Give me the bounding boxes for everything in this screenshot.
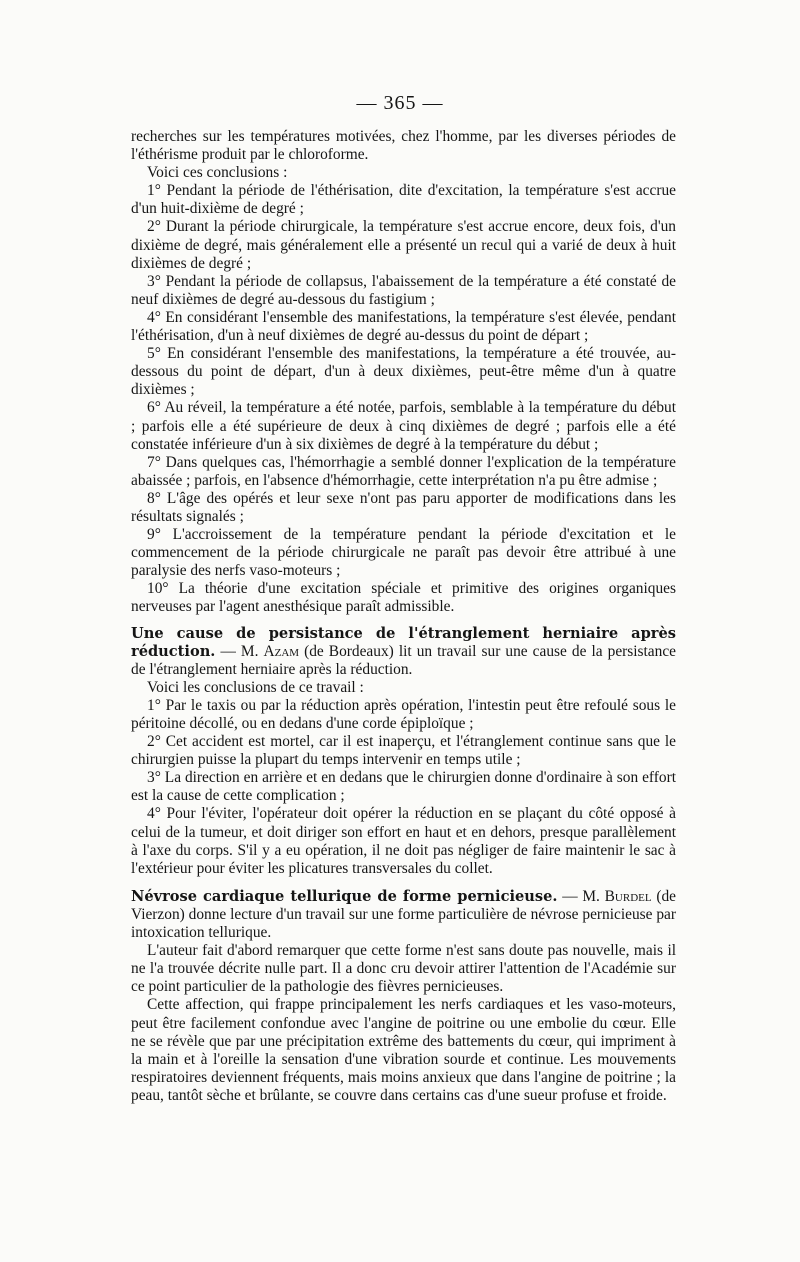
list-item: 4° En considérant l'ensemble des manifestations, la température s'est élevée, pendant l'éthérisation, d'un à neuf dixièmes de degré au-dessus du point de départ ; <box>131 308 676 345</box>
list-item: 4° Pour l'éviter, l'opérateur doit opérer la réduction en se plaçant du côté opposé à celui de la tumeur, et doit diriger son effort en haut et en dehors, presque parallèlement à l'axe du corps. S'il y a eu opération, il ne doit pas négliger de faire maintenir le sac à l'extérieur pour éviter les plicatures transversales du collet. <box>131 805 676 877</box>
list-item: 7° Dans quelques cas, l'hémorrhagie a semblé donner l'explication de la température abaissée ; parfois, en l'absence d'hémorrhagie, cette interprétation n'a pu être admise ; <box>131 453 676 489</box>
section-lead: — M. <box>215 642 264 660</box>
section-lead: — M. <box>557 887 605 905</box>
section-text: (de Bordeaux) lit un travail sur une cause de la persistance de l'étranglement herniaire après la réduction. <box>131 642 676 678</box>
author-name: Azam <box>263 642 300 660</box>
section-heading: Névrose cardiaque tellurique de forme pernicieuse. <box>131 887 558 905</box>
page-number: — 365 — <box>356 92 444 114</box>
list-item: 5° En considérant l'ensemble des manifestations, la température a été trouvée, au-dessous du point de départ, d'un à deux dixièmes, peut-être même d'un à quatre dixièmes ; <box>131 345 676 399</box>
list-item: 2° Durant la période chirurgicale, la température s'est accrue encore, deux fois, d'un dixième de degré, mais généralement elle a présenté un recul qui a varié de deux à huit dixièmes de degré ; <box>131 218 676 272</box>
list-item: 1° Pendant la période de l'éthérisation, dite d'excitation, la température s'est accrue d'un huit-dixième de degré ; <box>131 182 676 218</box>
paragraph: recherches sur les températures motivées, chez l'homme, par les diverses périodes de l'éthérisme produit par le chloroforme. <box>131 128 676 164</box>
list-item: 9° L'accroissement de la température pendant la période d'excitation et le commencement de la période chirurgicale ne paraît pas devoir être attribué à une paralysie des nerfs vaso-moteurs ; <box>131 526 676 580</box>
author-name: Burdel <box>604 887 652 905</box>
list-item: 3° La direction en arrière et en dedans que le chirurgien donne d'ordinaire à son effort est la cause de cette complication ; <box>131 769 676 805</box>
section-heading: Une cause de persistance de l'étranglement herniaire après réduction. <box>131 624 676 660</box>
list-item: 1° Par le taxis ou par la réduction après opération, l'intestin peut être refoulé sous le péritoine décollé, ou en dedans d'une corde épiploïque ; <box>131 696 676 732</box>
list-item: 3° Pendant la période de collapsus, l'abaissement de la température a été constaté de neuf dixièmes de degré au-dessous du fastigium ; <box>131 272 676 308</box>
section-paragraph-nevrose <box>131 888 676 942</box>
list-item: 6° Au réveil, la température a été notée, parfois, semblable à la température du début ; parfois elle a été supérieure de deux à cinq dixièmes de degré ; parfois elle a été constatée inférieure d'un à six dixièmes de degré à la température du début ; <box>131 399 676 453</box>
list-item: 10° La théorie d'une excitation spéciale et primitive des origines organiques nerveuses par l'agent anesthésique paraît admissible. <box>131 580 676 616</box>
paragraph: Voici les conclusions de ce travail : <box>147 678 364 696</box>
paragraph: Voici ces conclusions : <box>147 164 288 182</box>
paragraph: L'auteur fait d'abord remarquer que cette forme n'est sans doute pas nouvelle, mais il ne l'a trouvée décrite nulle part. Il a donc cru devoir attirer l'attention de l'Académie sur ce point particulier de la pathologie des fièvres pernicieuses. <box>131 942 676 996</box>
list-item: 2° Cet accident est mortel, car il est inaperçu, et l'étranglement continue sans que le chirurgien puisse la plupart du temps intervenir en temps utile ; <box>131 733 676 769</box>
list-item: 8° L'âge des opérés et leur sexe n'ont pas paru apporter de modifications dans les résultats signalés ; <box>131 489 676 525</box>
section-paragraph-hernia <box>131 625 676 679</box>
page-body <box>131 128 676 1105</box>
paragraph: Cette affection, qui frappe principalement les nerfs cardiaques et les vaso-moteurs, peut être facilement confondue avec l'angine de poitrine ou une embolie du cœur. Elle ne se révèle que par une précipitation extrême des battements du cœur, qui impriment à la main et à l'oreille la sensation d'une vibration sourde et continue. Les mouvements respiratoires deviennent fréquents, mais moins anxieux que dans l'angine de poitrine ; la peau, tantôt sèche et brûlante, se couvre dans certains cas d'une sueur profuse et froide. <box>131 996 676 1104</box>
section-text: (de Vierzon) donne lecture d'un travail sur une forme particulière de névrose pernicieuse par intoxication tellurique. <box>131 887 676 942</box>
